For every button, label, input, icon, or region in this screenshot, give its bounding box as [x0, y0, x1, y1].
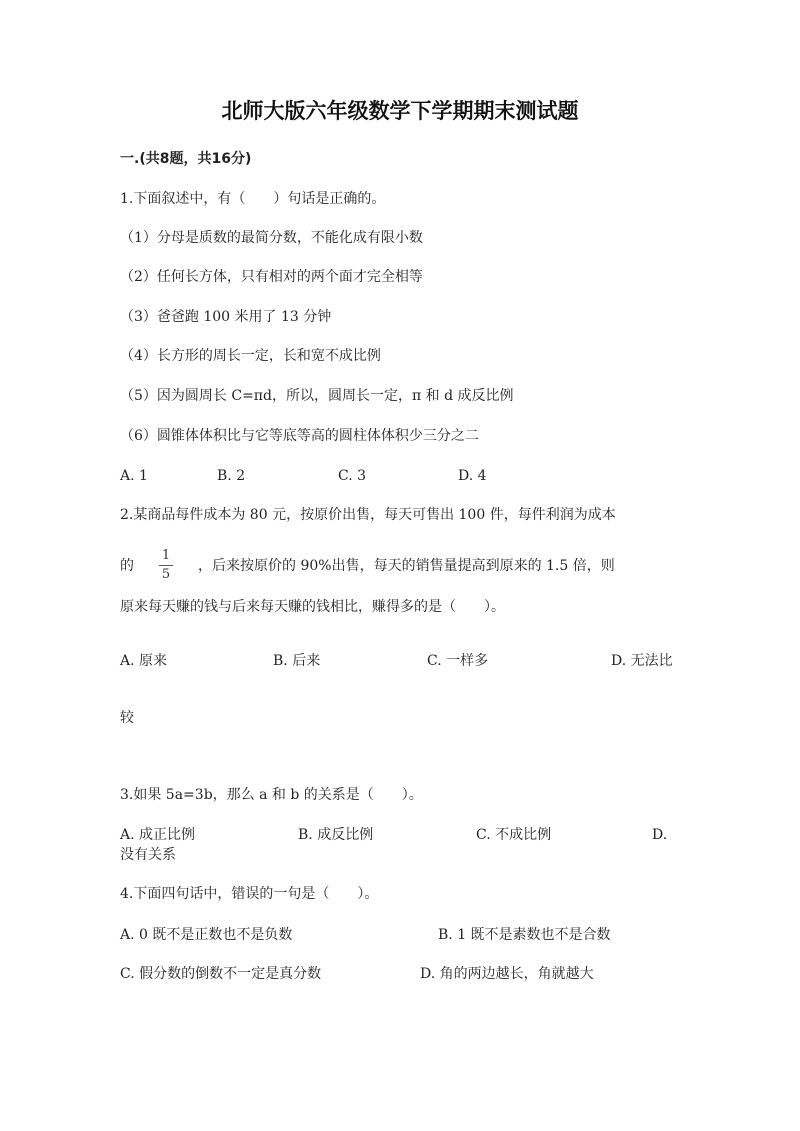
- q4-option-b[interactable]: B. 1 既不是素数也不是合数: [438, 927, 611, 943]
- fraction-numerator: 1: [161, 548, 171, 563]
- q1-option-a[interactable]: A. 1: [120, 468, 148, 484]
- q3-option-d-wrap: 没有关系: [120, 847, 176, 863]
- q1-statement-4: （4）长方形的周长一定，长和宽不成比例: [120, 348, 381, 364]
- q3-option-b[interactable]: B. 成反比例: [298, 827, 374, 843]
- fraction-denominator: 5: [161, 567, 171, 582]
- q1-option-c[interactable]: C. 3: [338, 468, 367, 484]
- question-2-stem-line-3: 原来每天赚的钱与后来每天赚的钱相比，赚得多的是（ ）。: [120, 599, 505, 615]
- q2-option-c[interactable]: C. 一样多: [427, 653, 489, 669]
- question-2-stem-line-2-start: 的: [120, 558, 134, 574]
- q3-option-c[interactable]: C. 不成比例: [476, 827, 552, 843]
- q1-statement-3: （3）爸爸跑 100 米用了 13 分钟: [120, 309, 332, 325]
- q4-option-c[interactable]: C. 假分数的倒数不一定是真分数: [120, 966, 322, 982]
- question-3-stem: 3.如果 5a=3b，那么 a 和 b 的关系是（ ）。: [120, 787, 423, 803]
- q4-option-d[interactable]: D. 角的两边越长，角就越大: [420, 966, 594, 982]
- q1-statement-1: （1）分母是质数的最简分数，不能化成有限小数: [120, 230, 423, 246]
- page-title: 北师大版六年级数学下学期期末测试题: [221, 98, 579, 123]
- question-2-stem-line-1: 2.某商品每件成本为 80 元，按原价出售，每天可售出 100 件，每件利润为成本: [120, 507, 616, 523]
- question-2-stem-line-2-end: ，后来按原价的 90%出售，每天的销售量提高到原来的 1.5 倍，则: [198, 558, 615, 574]
- fraction-one-fifth: [159, 549, 173, 582]
- q2-option-d-wrap: 较: [120, 710, 134, 726]
- q3-option-a[interactable]: A. 成正比例: [120, 827, 196, 843]
- q3-option-d[interactable]: D.: [652, 827, 668, 843]
- section-heading: 一.(共8题，共16分): [120, 151, 252, 167]
- q1-option-d[interactable]: D. 4: [458, 468, 487, 484]
- q4-option-a[interactable]: A. 0 既不是正数也不是负数: [120, 927, 293, 943]
- q2-option-d[interactable]: D. 无法比: [611, 653, 673, 669]
- q2-option-a[interactable]: A. 原来: [120, 653, 168, 669]
- q1-statement-6: （6）圆锥体体积比与它等底等高的圆柱体体积少三分之二: [120, 428, 479, 444]
- question-4-stem: 4.下面四句话中，错误的一句是（ ）。: [120, 886, 379, 902]
- q1-statement-5: （5）因为圆周长 C=πd，所以，圆周长一定，π 和 d 成反比例: [120, 388, 514, 404]
- q1-option-b[interactable]: B. 2: [217, 468, 246, 484]
- question-1-stem: 1.下面叙述中，有（ ）句话是正确的。: [120, 191, 386, 207]
- fraction-bar: [159, 565, 173, 566]
- q1-statement-2: （2）任何长方体，只有相对的两个面才完全相等: [120, 269, 423, 285]
- q2-option-b[interactable]: B. 后来: [273, 653, 321, 669]
